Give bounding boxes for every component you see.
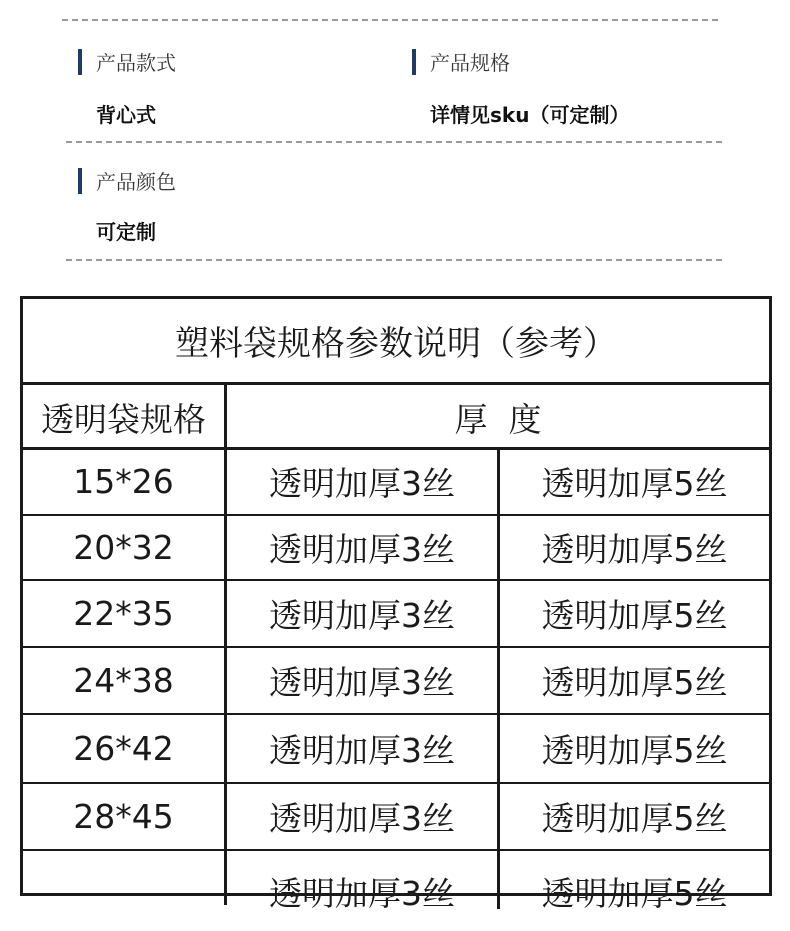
cell-size: 24*38 <box>73 661 174 700</box>
cell-thick: 透明加厚5丝 <box>541 596 728 635</box>
accent-bar <box>412 49 416 75</box>
divider-top <box>62 19 718 21</box>
cell-thick: 透明加厚5丝 <box>541 530 728 569</box>
table-title: 塑料袋规格参数说明（参考） <box>175 324 617 364</box>
accent-bar <box>78 168 82 194</box>
attr-spec-label: 产品规格 <box>430 51 510 75</box>
divider-bottom <box>66 259 722 261</box>
attr-style-value: 背心式 <box>96 103 156 127</box>
attr-style-label: 产品款式 <box>96 51 176 75</box>
cell-thin: 透明加厚3丝 <box>269 464 455 503</box>
cell-size: 15*26 <box>73 462 174 501</box>
header-thickness: 厚 度 <box>454 399 542 439</box>
cell-thick: 透明加厚5丝 <box>541 663 728 702</box>
spec-table <box>20 296 772 913</box>
cell-size: 20*32 <box>73 528 174 567</box>
cell-thin: 透明加厚3丝 <box>269 596 455 635</box>
cell-thick: 透明加厚5丝 <box>541 731 728 770</box>
attr-color-label: 产品颜色 <box>96 170 176 194</box>
cell-thick: 透明加厚5丝 <box>541 799 728 838</box>
cell-thick: 透明加厚5丝 <box>541 873 728 913</box>
header-size: 透明袋规格 <box>41 399 206 439</box>
attr-spec <box>412 47 630 127</box>
cell-thin: 透明加厚3丝 <box>269 873 455 913</box>
cell-thin: 透明加厚3丝 <box>269 530 455 569</box>
attr-color <box>78 166 176 244</box>
cell-size: 26*42 <box>73 729 174 768</box>
cell-thick: 透明加厚5丝 <box>541 464 728 503</box>
cell-size: 28*45 <box>73 797 174 836</box>
cell-thin: 透明加厚3丝 <box>269 731 455 770</box>
cell-size: 22*35 <box>73 594 174 633</box>
attr-style <box>78 47 176 127</box>
cell-thin: 透明加厚3丝 <box>269 799 455 838</box>
attr-spec-value: 详情见sku（可定制） <box>430 103 630 127</box>
accent-bar <box>78 49 82 75</box>
cell-thin: 透明加厚3丝 <box>269 663 455 702</box>
cell-size <box>23 851 224 931</box>
divider-middle <box>66 141 722 143</box>
attr-color-value: 可定制 <box>96 220 156 244</box>
